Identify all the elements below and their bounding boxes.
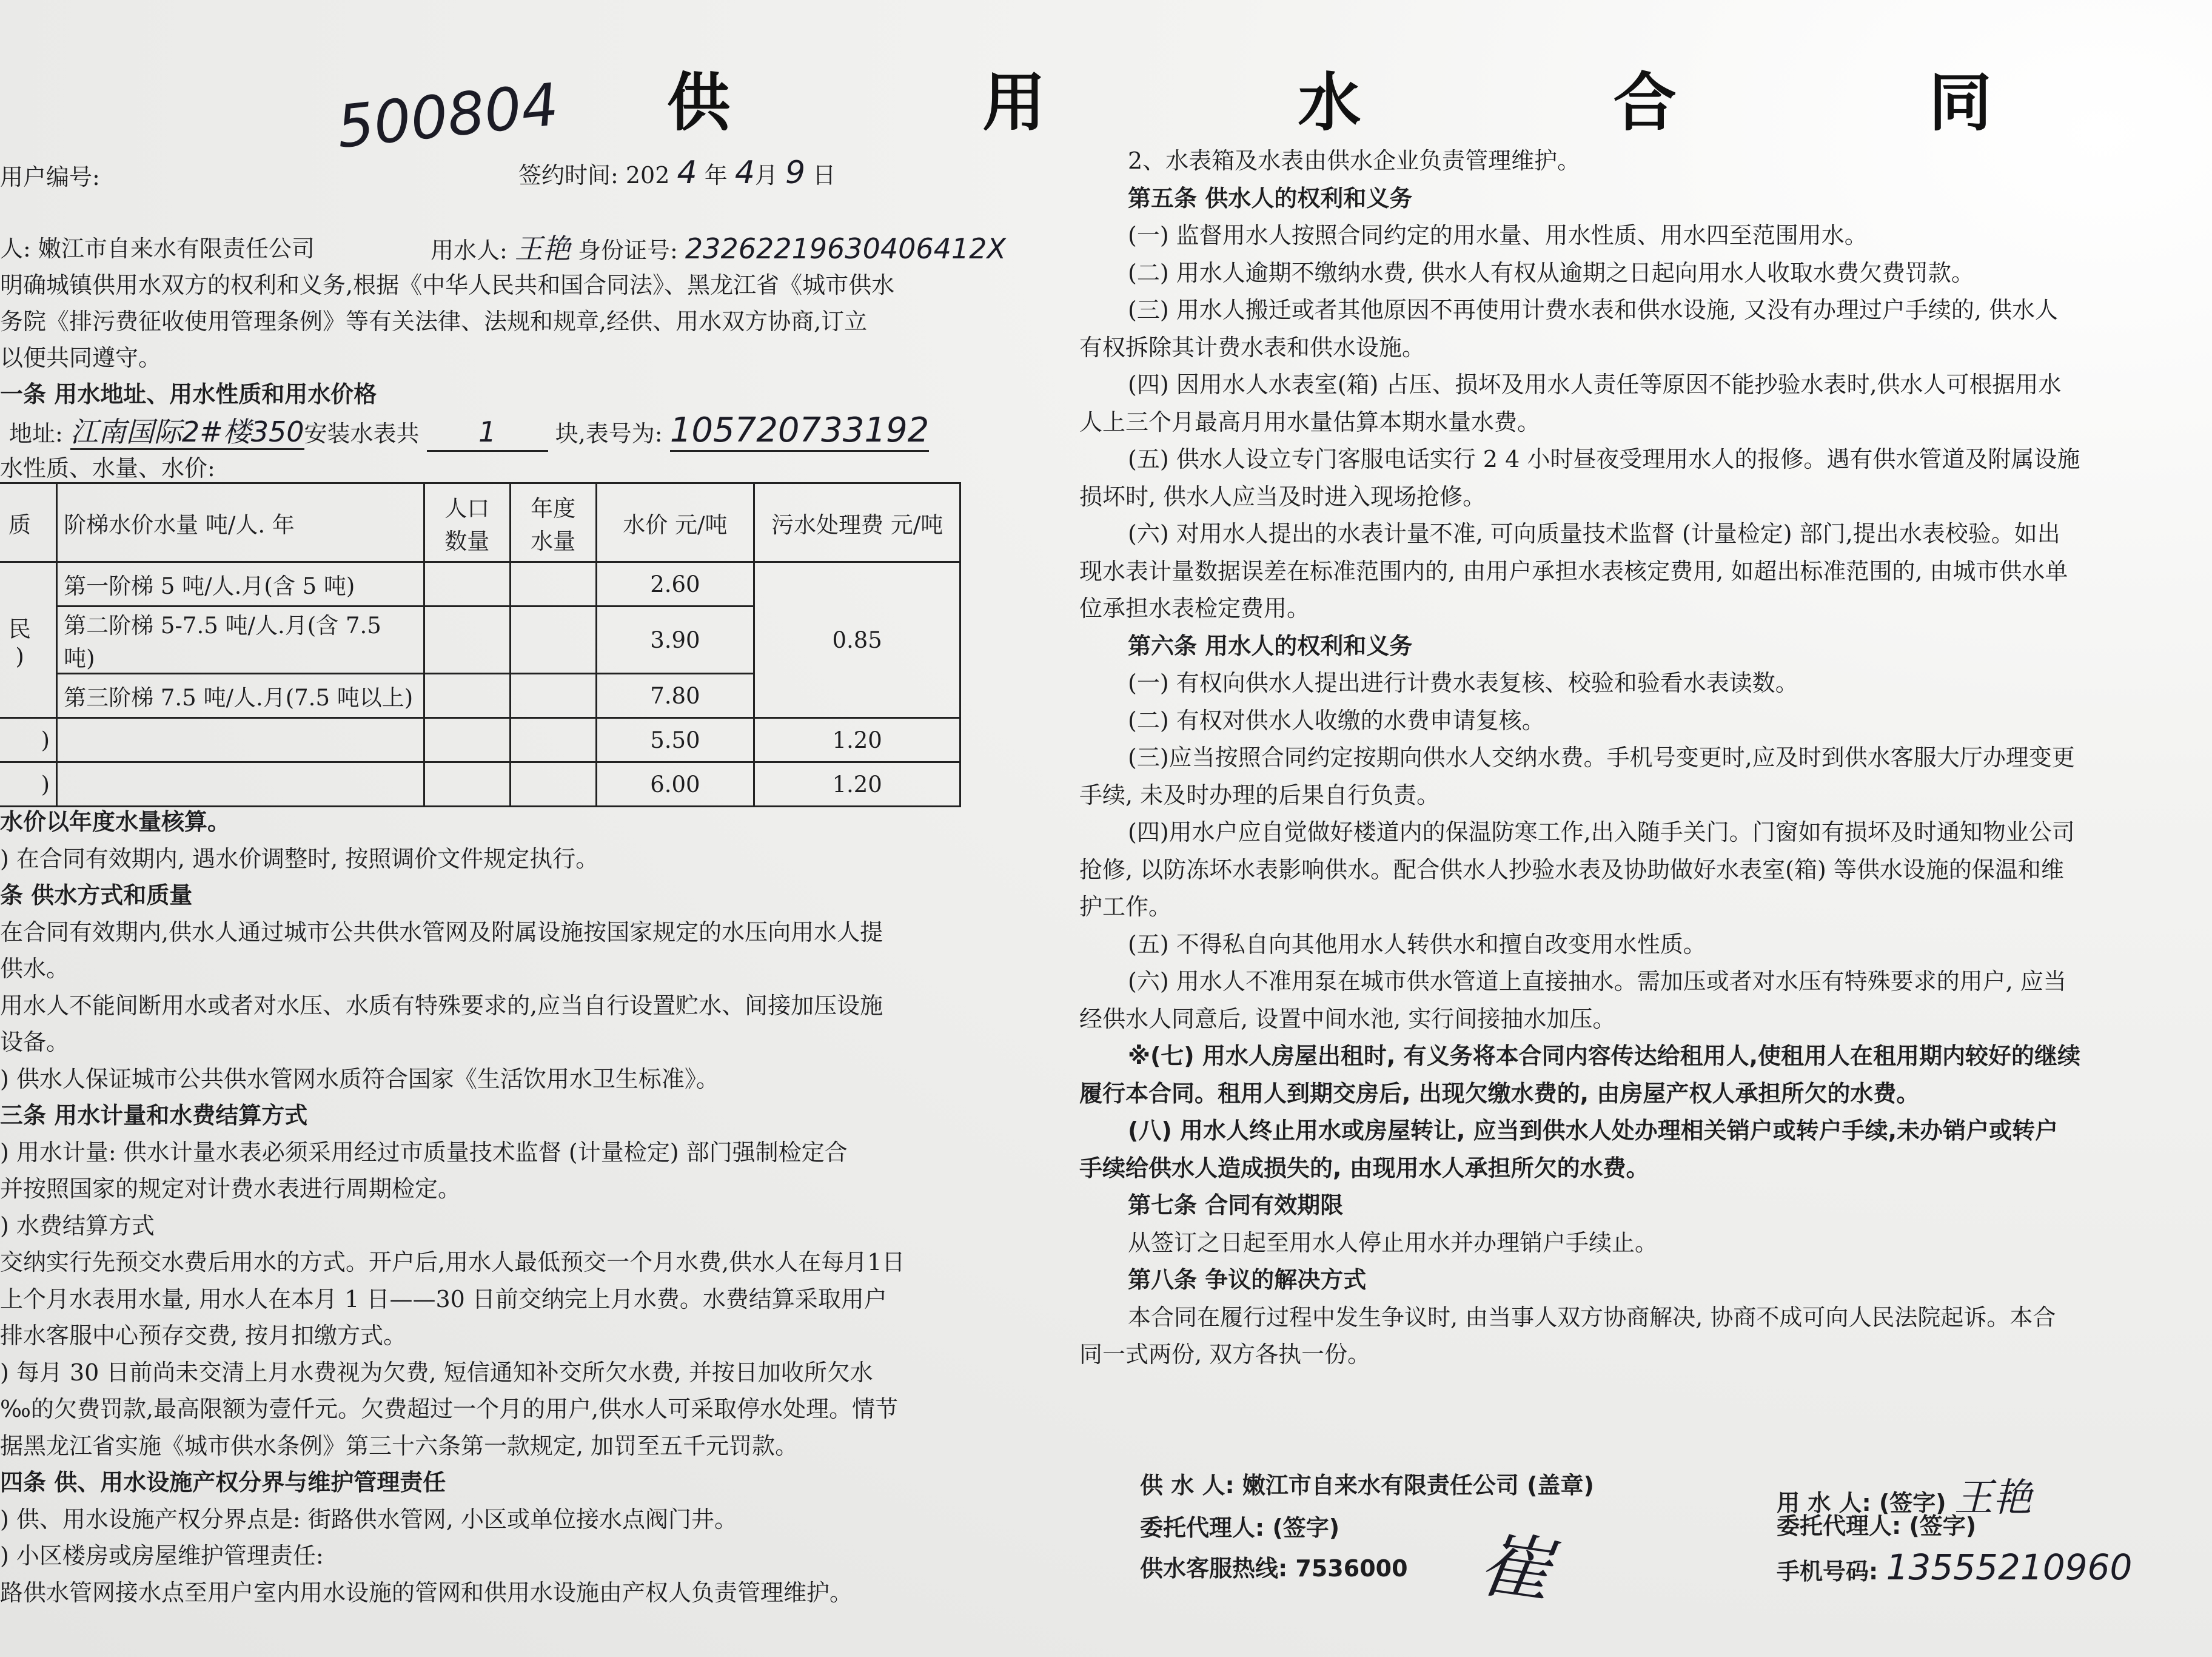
month-label: 月 bbox=[754, 162, 778, 189]
paragraph-line: 排水客服中心预存交费, 按月扣缴方式。 bbox=[0, 1322, 407, 1349]
section-heading: 第七条 合同有效期限 bbox=[1128, 1192, 1344, 1218]
right-column-body bbox=[1079, 143, 2195, 1374]
header-cell: 年度 水量 bbox=[510, 483, 596, 562]
tier-cell bbox=[57, 718, 424, 762]
population-cell bbox=[424, 674, 510, 718]
user-signature-text: 用 水 人: (签字) bbox=[1777, 1490, 1946, 1516]
price-cell: 3.90 bbox=[596, 607, 754, 674]
paragraph-line: (六) 用水人不准用泵在城市供水管道上直接抽水。需加压或者对水压有特殊要求的用户, 应当 bbox=[1128, 968, 2066, 995]
paragraph-line: ) 供水人保证城市公共供水管网水质符合国家《生活饮用水卫生标准》。 bbox=[0, 1065, 719, 1092]
population-cell bbox=[424, 562, 510, 607]
paragraph-line: ) 用水计量: 供水计量水表必须采用经过市质量技术监督 (计量检定) 部门强制检定合 bbox=[0, 1138, 848, 1166]
nature-label: 水性质、水量、水价: bbox=[0, 455, 215, 482]
intro-line: 以便共同遵守。 bbox=[0, 345, 162, 371]
meter-count-handwritten: 1 bbox=[427, 414, 548, 452]
paragraph-line: (四)用水户应自觉做好楼道内的保温防寒工作,出入随手关门。门窗如有损坏及时通知物业公司 bbox=[1128, 819, 2075, 845]
paragraph-line: 人上三个月最高月用水量估算本期水量水费。 bbox=[1079, 408, 1541, 435]
paragraph-line: (五) 供水人设立专门客服电话实行 2 4 小时昼夜受理用水人的报修。遇有供水管道及附属设施 bbox=[1128, 446, 2080, 472]
paragraph-line: (二) 有权对供水人收缴的水费申请复核。 bbox=[1128, 707, 1545, 734]
paragraph-line: (四) 因用水人水表室(箱) 占压、损坏及用水人责任等原因不能抄验水表时,供水人可根据用水 bbox=[1128, 371, 2062, 398]
paragraph-line: 现水表计量数据误差在标准范围内的, 由用户承担水表核定费用, 如超出标准范围的, 由城市供水单 bbox=[1079, 557, 2068, 585]
paragraph-line: 手续给供水人造成损失的, 由现用水人承担所欠的水费。 bbox=[1079, 1154, 1649, 1181]
paragraph-line: ) 在合同有效期内, 遇水价调整时, 按照调价文件规定执行。 bbox=[0, 845, 599, 872]
address-label: 地址: bbox=[9, 420, 63, 447]
population-cell bbox=[424, 718, 510, 762]
paragraph-line: 位承担水表检定费用。 bbox=[1079, 595, 1310, 622]
user-agent-label: 委托代理人: (签字) bbox=[1777, 1513, 1977, 1539]
paragraph-line: 手续, 未及时办理的后果自行负责。 bbox=[1079, 781, 1440, 808]
sewage-cell: 1.20 bbox=[754, 718, 960, 762]
supplier-line: 人: 嫩江市自来水有限责任公司 bbox=[0, 235, 315, 262]
paragraph-line: ) 供、用水设施产权分界点是: 街路供水管网, 小区或单位接水点阀门井。 bbox=[0, 1505, 737, 1533]
section-heading: 第五条 供水人的权利和义务 bbox=[1128, 184, 1413, 212]
phone-line bbox=[1777, 1547, 2132, 1588]
section-heading: 水价以年度水量核算。 bbox=[0, 808, 231, 835]
paragraph-line: 据黑龙江省实施《城市供水条例》第三十六条第一款规定, 加罚至五千元罚款。 bbox=[0, 1432, 799, 1459]
tier-cell: 第一阶梯 5 吨/人.月(含 5 吨) bbox=[57, 562, 424, 607]
intro-line: 务院《排污费征收使用管理条例》等有关法律、法规和规章,经供、用水双方协商,订立 bbox=[0, 308, 868, 335]
tier-cell: 第二阶梯 5-7.5 吨/人.月(含 7.5 吨) bbox=[57, 607, 424, 674]
section-heading: 第八条 争议的解决方式 bbox=[1128, 1266, 1367, 1293]
header-cell: 污水处理费 元/吨 bbox=[754, 483, 960, 562]
meter-label: 安装水表共 bbox=[304, 420, 420, 447]
hotline-label: 供水客服热线: 7536000 bbox=[1140, 1555, 1408, 1582]
paragraph-line: 经供水人同意后, 设置中间水池, 实行间接抽水加压。 bbox=[1079, 1005, 1616, 1032]
paragraph-line: 护工作。 bbox=[1079, 893, 1172, 920]
paragraph-line: 抢修, 以防冻坏水表影响供水。配合供水人抄验水表及协助做好水表室(箱) 等供水设施的保温和维 bbox=[1079, 856, 2064, 883]
paragraph-line: ‰的欠费罚款,最高限额为壹仟元。欠费超过一个月的用户,供水人可采取停水处理。情节 bbox=[0, 1396, 899, 1422]
user-name-handwritten: 王艳 bbox=[514, 232, 571, 265]
supplier-agent-handwritten-signature: 崔 bbox=[1473, 1522, 1557, 1616]
supplier-signature-label: 供 水 人: 嫩江市自来水有限责任公司 (盖章) bbox=[1140, 1472, 1594, 1499]
header-cell: 阶梯水价水量 吨/人. 年 bbox=[57, 483, 424, 562]
paragraph-line: (八) 用水人终止用水或房屋转让, 应当到供水人处办理相关销户或转户手续,未办销户或转户 bbox=[1128, 1117, 2059, 1144]
category-cell: 民 ) bbox=[0, 562, 57, 718]
paragraph-line: 从签订之日起至用水人停止用水并办理销户手续止。 bbox=[1128, 1229, 1658, 1256]
paragraph-line: 有权拆除其计费水表和供水设施。 bbox=[1079, 334, 1426, 361]
paragraph-line: 损坏时, 供水人应当及时进入现场抢修。 bbox=[1079, 483, 1486, 510]
population-cell bbox=[424, 607, 510, 674]
sign-month: 4 bbox=[734, 155, 755, 191]
annual-volume-cell bbox=[510, 607, 596, 674]
sign-time-label: 签约时间: 202 bbox=[518, 162, 670, 189]
header-cell: 质 bbox=[0, 483, 57, 562]
paragraph-line: 履行本合同。租用人到期交房后, 出现欠缴水费的, 由房屋产权人承担所欠的水费。 bbox=[1079, 1080, 1920, 1107]
article1-heading: 一条 用水地址、用水性质和用水价格 bbox=[0, 381, 377, 408]
address-line bbox=[9, 412, 929, 452]
table-row bbox=[0, 718, 960, 762]
section-heading: 条 供水方式和质量 bbox=[0, 882, 193, 909]
tier-cell: 第三阶梯 7.5 吨/人.月(7.5 吨以上) bbox=[57, 674, 424, 718]
population-cell bbox=[424, 762, 510, 807]
meter-number-handwritten: 105720733192 bbox=[670, 411, 930, 452]
paragraph-line: (一) 监督用水人按照合同约定的用水量、用水性质、用水四至范围用水。 bbox=[1128, 222, 1868, 249]
price-cell: 7.80 bbox=[596, 674, 754, 718]
section-heading: 四条 供、用水设施产权分界与维护管理责任 bbox=[0, 1469, 446, 1496]
paragraph-line: 路供水管网接水点至用户室内用水设施的管网和供用水设施由产权人负责管理维护。 bbox=[0, 1579, 853, 1606]
user-number-label: 用户编号: bbox=[0, 164, 100, 190]
handwritten-contract-number: 500804 bbox=[333, 70, 562, 161]
paragraph-line: (一) 有权向供水人提出进行计费水表复核、校验和验看水表读数。 bbox=[1128, 670, 1798, 696]
id-label: 身份证号: bbox=[578, 237, 678, 264]
meter-unit-label: 块,表号为: bbox=[555, 420, 663, 447]
user-label: 用水人: bbox=[431, 237, 508, 264]
paragraph-line: 设备。 bbox=[0, 1029, 70, 1055]
price-cell: 5.50 bbox=[596, 718, 754, 762]
paragraph-line: (二) 用水人逾期不缴纳水费, 供水人有权从逾期之日起向用水人收取水费欠费罚款。 bbox=[1128, 259, 1974, 286]
annual-volume-cell bbox=[510, 762, 596, 807]
paragraph-line: (五) 不得私自向其他用水人转供水和擅自改变用水性质。 bbox=[1128, 930, 1706, 958]
sign-year: 4 bbox=[677, 155, 697, 191]
section-heading: 第六条 用水人的权利和义务 bbox=[1128, 632, 1413, 659]
category-cell: ) bbox=[0, 718, 57, 762]
annual-volume-cell bbox=[510, 718, 596, 762]
paragraph-line: ) 每月 30 日前尚未交清上月水费视为欠费, 短信通知补交所欠水费, 并按日加收所欠水 bbox=[0, 1359, 873, 1386]
sewage-cell: 1.20 bbox=[754, 762, 960, 807]
address-handwritten: 江南国际2#楼350 bbox=[70, 415, 304, 450]
price-cell: 6.00 bbox=[596, 762, 754, 807]
annual-volume-cell bbox=[510, 674, 596, 718]
paragraph-line: 上个月水表用水量, 用水人在本月 1 日——30 日前交纳完上月水费。水费结算采取用户 bbox=[0, 1285, 887, 1312]
table-header-row bbox=[0, 483, 960, 562]
tier-cell bbox=[57, 762, 424, 807]
day-label: 日 bbox=[813, 162, 836, 189]
header-cell: 人口 数量 bbox=[424, 483, 510, 562]
section-heading: 三条 用水计量和水费结算方式 bbox=[0, 1102, 308, 1129]
paragraph-line: ) 小区楼房或房屋维护管理责任: bbox=[0, 1542, 324, 1569]
intro-line: 明确城镇供用水双方的权利和义务,根据《中华人民共和国合同法》、黑龙江省《城市供水 bbox=[0, 272, 895, 298]
paragraph-line: 同一式两份, 双方各执一份。 bbox=[1079, 1341, 1371, 1368]
sewage-cell: 0.85 bbox=[754, 562, 960, 718]
user-handwritten-signature: 王艳 bbox=[1954, 1476, 2032, 1521]
paragraph-line: ※(七) 用水人房屋出租时, 有义务将本合同内容传达给租用人,使租用人在租用期内较好的继续 bbox=[1128, 1043, 2081, 1069]
paragraph-line: (六) 对用水人提出的水表计量不准, 可向质量技术监督 (计量检定) 部门,提出水表校验。如出 bbox=[1128, 520, 2060, 547]
table-row bbox=[0, 562, 960, 607]
document-title: 供 用 水 合 同 bbox=[667, 66, 2107, 139]
sign-day: 9 bbox=[785, 155, 806, 191]
paragraph-line: 用水人不能间断用水或者对水压、水质有特殊要求的,应当自行设置贮水、间接加压设施 bbox=[0, 992, 883, 1019]
paragraph-line: (三)应当按照合同约定按期向供水人交纳水费。手机号变更时,应及时到供水客服大厅办理变更 bbox=[1128, 744, 2075, 771]
sign-date bbox=[518, 155, 836, 193]
supplier-agent-label: 委托代理人: (签字) bbox=[1140, 1514, 1340, 1541]
paragraph-line: 供水。 bbox=[0, 955, 70, 982]
paragraph-line: 并按照国家的规定对计费水表进行周期检定。 bbox=[0, 1175, 461, 1202]
user-line bbox=[431, 230, 1006, 269]
phone-label: 手机号码: bbox=[1777, 1558, 1879, 1585]
paragraph-line: 本合同在履行过程中发生争议时, 由当事人双方协商解决, 协商不成可向人民法院起诉。本合 bbox=[1128, 1303, 2056, 1331]
year-label: 年 bbox=[704, 162, 728, 189]
paragraph-line: ) 水费结算方式 bbox=[0, 1212, 155, 1239]
phone-handwritten: 13555210960 bbox=[1886, 1547, 2133, 1588]
header-cell: 水价 元/吨 bbox=[596, 483, 754, 562]
price-cell: 2.60 bbox=[596, 562, 754, 607]
category-cell: ) bbox=[0, 762, 57, 807]
paragraph-line: 交纳实行先预交水费后用水的方式。开户后,用水人最低预交一个月水费,供水人在每月1日 bbox=[0, 1249, 905, 1276]
paragraph-line: (三) 用水人搬迁或者其他原因不再使用计费水表和供水设施, 又没有办理过户手续的, 供水人 bbox=[1128, 297, 2059, 323]
water-price-table bbox=[0, 482, 961, 807]
paragraph-line: 在合同有效期内,供水人通过城市公共供水管网及附属设施按国家规定的水压向用水人提 bbox=[0, 918, 883, 946]
annual-volume-cell bbox=[510, 562, 596, 607]
table-row bbox=[0, 762, 960, 807]
paragraph-line: 2、水表箱及水表由供水企业负责管理维护。 bbox=[1128, 147, 1581, 174]
id-number-handwritten: 23262219630406412X bbox=[685, 232, 1006, 265]
